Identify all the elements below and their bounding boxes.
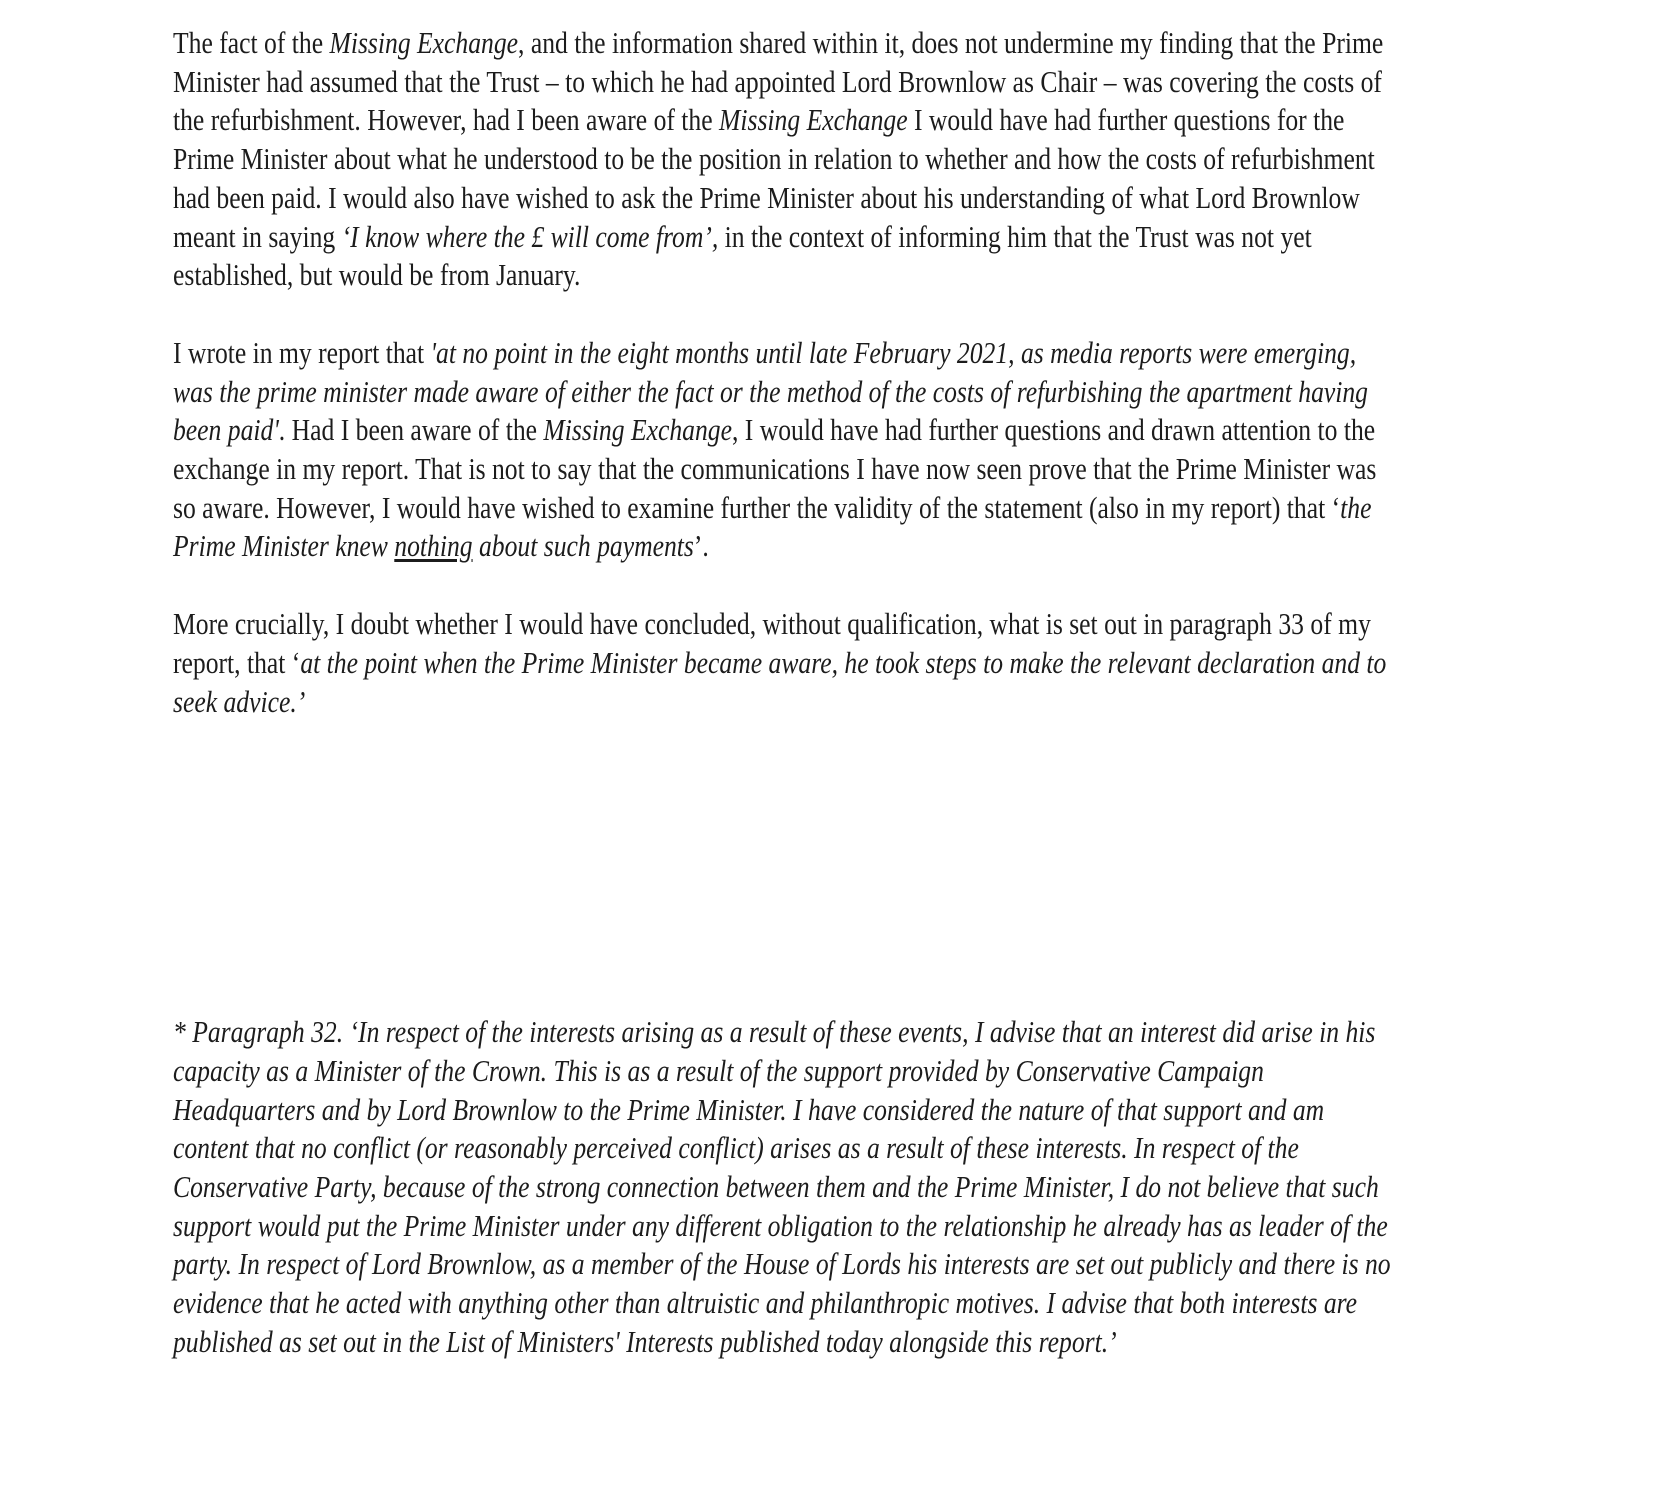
text-run: about such payments bbox=[472, 529, 694, 564]
document-page bbox=[173, 24, 1395, 1362]
paragraph-missing-exchange-finding bbox=[173, 24, 1395, 295]
text-run: nothing bbox=[394, 529, 473, 564]
text-run: * Paragraph 32. ‘In respect of the interests arising as a result of these events, I advise that an interest did arise in his capacity as a Minister of the Crown. This is as a result of the support provided by Conservative Campaign Headquarters and by Lord Brownlow to the Prime Minister. I have considered the nature of that support and am content that no conflict (or reasonably perceived conflict) arises as a result of these interests. In respect of the Conservative Party, because of the strong connection between them and the Prime Minister, I do not believe that such support would put the Prime Minister under any different obligation to the relationship he already has as leader of the party. In respect of Lord Brownlow, as a member of the House of Lords his interests are set out publicly and there is no evidence that he acted with anything other than altruistic and philanthropic motives. I advise that both interests are published as set out in the List of Ministers' Interests published today alongside this report.’ bbox=[173, 1015, 1391, 1359]
text-run: in the context of informing him that the Trust was not yet established, but would be from January. bbox=[173, 219, 1312, 293]
paragraph-conclusion bbox=[173, 605, 1395, 721]
paragraph-footnote-32 bbox=[173, 1013, 1395, 1361]
text-run: , I would have had further questions and drawn attention to the exchange in my report. That is not to say that the communications I have now seen prove that the Prime Minister was so aware. However, I would have wished to examine further the validity of the statement (also in my report) that ‘ bbox=[173, 413, 1377, 525]
text-run: I would have had further questions for the Prime Minister about what he understood to be the position in relation to whether and how the costs of refurbishment had been paid. I would also have wished to ask the Prime Minister about his understanding of what Lord Brownlow meant in saying bbox=[173, 103, 1375, 254]
paragraph-report-quote bbox=[173, 334, 1395, 566]
text-run: , and the information shared within it, does not undermine my finding that the Prime Minister had assumed that the Trust – to which he had appointed Lord Brownlow as Chair – was covering the costs of the refurbishment. However, had I been aware of the bbox=[173, 26, 1384, 138]
text-run: Missing Exchange bbox=[329, 26, 519, 60]
text-run: . Had I been aware of the bbox=[278, 413, 544, 448]
text-run: at the point when the Prime Minister became aware, he took steps to make the relevant declaration and to seek advice.’ bbox=[173, 645, 1387, 719]
text-run: ’. bbox=[693, 529, 709, 564]
text-run: 'at no point in the eight months until late February 2021, as media reports were emerging, was the prime minister made aware of either the fact or the method of the costs of refurbishing the apartment having been paid' bbox=[173, 335, 1369, 448]
text-run: I wrote in my report that bbox=[173, 335, 431, 370]
text-run: ‘I know where the £ will come from’, bbox=[341, 219, 719, 254]
text-run: Missing Exchange bbox=[719, 103, 908, 138]
text-run: Missing Exchange bbox=[543, 413, 732, 448]
text-run: More crucially, I doubt whether I would have concluded, without qualification, what is set out in paragraph 33 of my report, that ‘ bbox=[173, 607, 1371, 680]
text-run: The fact of the bbox=[173, 26, 330, 60]
text-run: the Prime Minister knew bbox=[173, 490, 1372, 564]
